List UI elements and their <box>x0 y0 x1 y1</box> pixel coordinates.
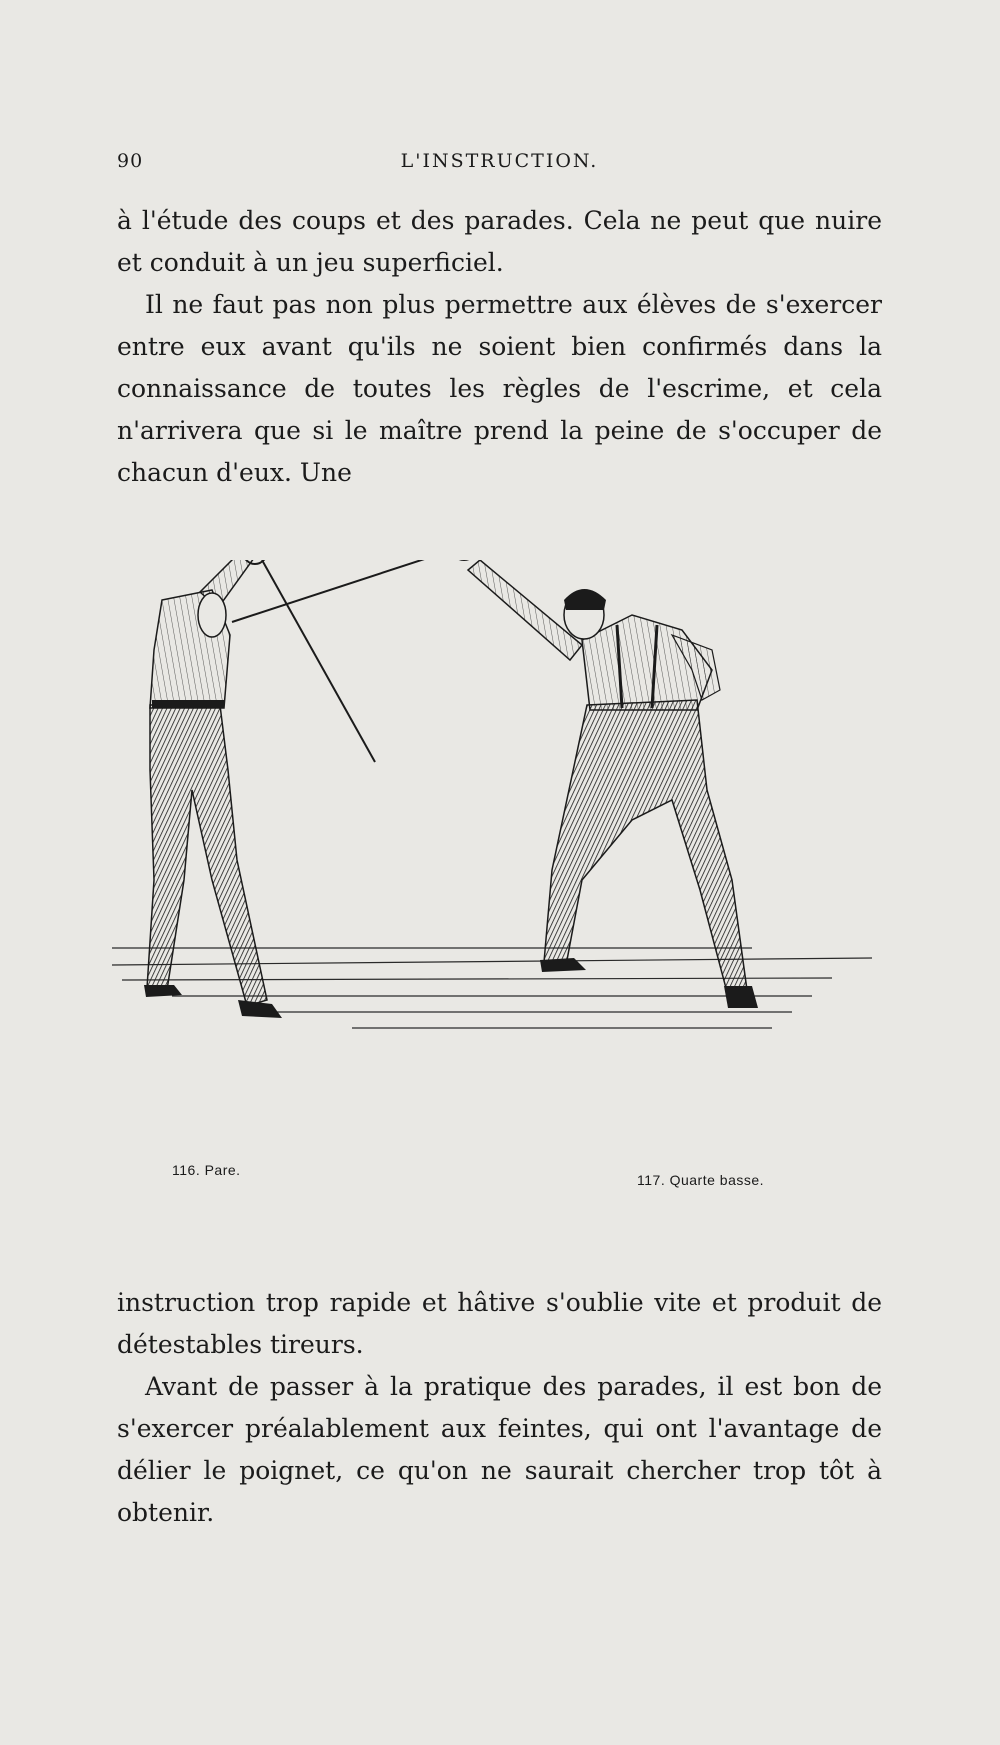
running-title: L'INSTRUCTION. <box>400 150 599 172</box>
paragraph-1: à l'étude des coups et des parades. Cela ne peut que nuire et conduit à un jeu superficiel. <box>117 206 882 277</box>
page-number: 90 <box>117 150 144 172</box>
page-header <box>117 150 882 180</box>
left-fencer <box>144 560 375 1018</box>
fencing-illustration <box>112 560 882 1190</box>
figure-caption-right: 117. Quarte basse. <box>637 1172 765 1188</box>
floor-lines <box>112 948 872 1028</box>
right-fencer <box>232 560 758 1008</box>
figure-caption-left: 116. Pare. <box>172 1162 241 1178</box>
paragraph-4: Avant de passer à la pratique des parades, il est bon de s'exercer préalablement aux feintes, qui ont l'avantage de délier le poignet, ce qu'on ne saurait chercher trop tôt à obtenir. <box>117 1372 882 1527</box>
paragraph-2: Il ne faut pas non plus permettre aux élèves de s'exercer entre eux avant qu'ils ne soient bien confirmés dans la connaissance de toutes les règles de l'escrime, et cela n'arrivera que si le maître prend la peine de s'occuper de chacun d'eux. Une <box>117 290 882 487</box>
engraving-two-fencers <box>112 560 882 1190</box>
paragraph-3: instruction trop rapide et hâtive s'oublie vite et produit de détestables tireurs. <box>117 1288 882 1359</box>
